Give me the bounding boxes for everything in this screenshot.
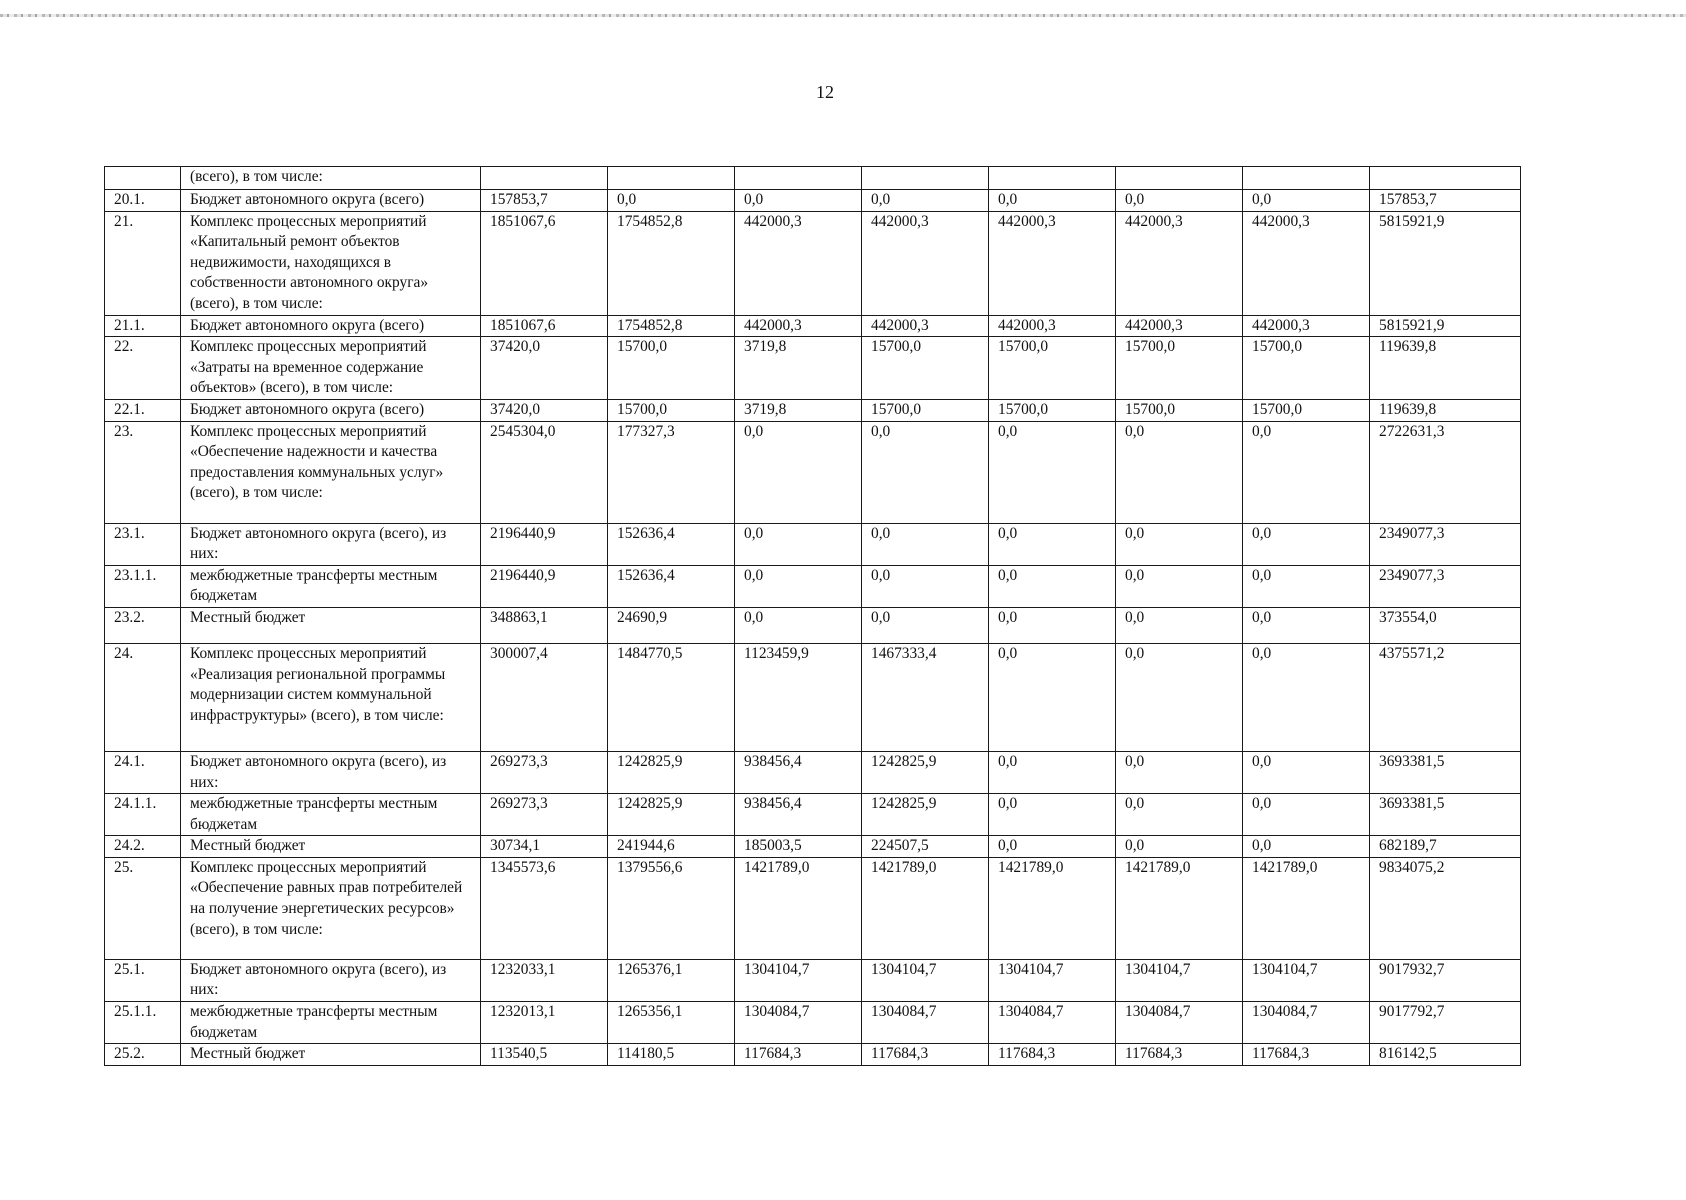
- value-cell: 185003,5: [735, 836, 862, 858]
- value-cell: 1265356,1: [608, 1002, 735, 1044]
- row-number-cell: 22.1.: [105, 399, 181, 421]
- value-cell: 0,0: [1243, 836, 1370, 858]
- budget-table-body: [105, 167, 1521, 1066]
- value-cell: 241944,6: [608, 836, 735, 858]
- page-number: 12: [816, 82, 834, 102]
- value-cell: 0,0: [862, 607, 989, 643]
- table-row: [105, 1044, 1521, 1066]
- value-cell: 1379556,6: [608, 857, 735, 959]
- table-row: [105, 1002, 1521, 1044]
- value-cell: 1484770,5: [608, 643, 735, 751]
- value-cell: 442000,3: [735, 315, 862, 337]
- total-cell: 2349077,3: [1370, 565, 1521, 607]
- value-cell: 442000,3: [862, 211, 989, 315]
- row-name-cell: Местный бюджет: [181, 1044, 481, 1066]
- value-cell: 0,0: [862, 565, 989, 607]
- row-name-cell: Бюджет автономного округа (всего), из них:: [181, 523, 481, 565]
- total-cell: 2722631,3: [1370, 421, 1521, 523]
- value-cell: 24690,9: [608, 607, 735, 643]
- value-cell: 0,0: [862, 421, 989, 523]
- row-name-cell: Комплекс процессных мероприятий «Затраты на временное содержание объектов» (всего), в том числе:: [181, 337, 481, 400]
- value-cell: 0,0: [1243, 794, 1370, 836]
- row-name-cell: Местный бюджет: [181, 607, 481, 643]
- table-row: [105, 337, 1521, 400]
- total-cell: 5815921,9: [1370, 315, 1521, 337]
- table-row: [105, 399, 1521, 421]
- row-number-cell: [105, 167, 181, 190]
- value-cell: 0,0: [1116, 794, 1243, 836]
- value-cell: 269273,3: [481, 751, 608, 793]
- value-cell: 0,0: [735, 607, 862, 643]
- row-number-cell: 25.1.1.: [105, 1002, 181, 1044]
- row-number-cell: 21.: [105, 211, 181, 315]
- value-cell: 1304084,7: [862, 1002, 989, 1044]
- value-cell: 0,0: [1116, 607, 1243, 643]
- table-row: [105, 794, 1521, 836]
- value-cell: 300007,4: [481, 643, 608, 751]
- row-name-cell: Бюджет автономного округа (всего): [181, 190, 481, 212]
- value-cell: 0,0: [989, 607, 1116, 643]
- value-cell: 0,0: [1243, 190, 1370, 212]
- value-cell: 15700,0: [862, 337, 989, 400]
- value-cell: [989, 167, 1116, 190]
- value-cell: 0,0: [735, 523, 862, 565]
- value-cell: 1467333,4: [862, 643, 989, 751]
- total-cell: 119639,8: [1370, 337, 1521, 400]
- value-cell: 152636,4: [608, 523, 735, 565]
- total-cell: 373554,0: [1370, 607, 1521, 643]
- table-row: [105, 523, 1521, 565]
- value-cell: 0,0: [1243, 643, 1370, 751]
- value-cell: 938456,4: [735, 794, 862, 836]
- value-cell: 0,0: [989, 643, 1116, 751]
- value-cell: 0,0: [1116, 190, 1243, 212]
- total-cell: 3693381,5: [1370, 751, 1521, 793]
- value-cell: [862, 167, 989, 190]
- row-number-cell: 22.: [105, 337, 181, 400]
- value-cell: [1116, 167, 1243, 190]
- row-name-cell: Бюджет автономного округа (всего), из них:: [181, 959, 481, 1001]
- value-cell: 0,0: [1116, 643, 1243, 751]
- value-cell: 1754852,8: [608, 315, 735, 337]
- value-cell: 117684,3: [862, 1044, 989, 1066]
- table-row: [105, 643, 1521, 751]
- row-number-cell: 24.1.1.: [105, 794, 181, 836]
- value-cell: 348863,1: [481, 607, 608, 643]
- value-cell: 1304104,7: [735, 959, 862, 1001]
- value-cell: 269273,3: [481, 794, 608, 836]
- value-cell: 0,0: [862, 523, 989, 565]
- value-cell: 1851067,6: [481, 315, 608, 337]
- value-cell: 15700,0: [989, 399, 1116, 421]
- total-cell: 3693381,5: [1370, 794, 1521, 836]
- row-number-cell: 23.1.: [105, 523, 181, 565]
- value-cell: 15700,0: [989, 337, 1116, 400]
- value-cell: 1421789,0: [862, 857, 989, 959]
- total-cell: 157853,7: [1370, 190, 1521, 212]
- row-number-cell: 24.2.: [105, 836, 181, 858]
- value-cell: 1123459,9: [735, 643, 862, 751]
- table-row: [105, 211, 1521, 315]
- value-cell: 1232033,1: [481, 959, 608, 1001]
- value-cell: 117684,3: [735, 1044, 862, 1066]
- value-cell: 3719,8: [735, 399, 862, 421]
- value-cell: 113540,5: [481, 1044, 608, 1066]
- value-cell: 0,0: [1116, 836, 1243, 858]
- value-cell: [735, 167, 862, 190]
- value-cell: 0,0: [735, 565, 862, 607]
- value-cell: 442000,3: [1116, 315, 1243, 337]
- row-name-cell: межбюджетные трансферты местным бюджетам: [181, 794, 481, 836]
- value-cell: 15700,0: [608, 399, 735, 421]
- value-cell: 2545304,0: [481, 421, 608, 523]
- value-cell: 1421789,0: [989, 857, 1116, 959]
- row-name-cell: Комплекс процессных мероприятий «Обеспечение надежности и качества предоставления коммунальных услуг» (всего), в том числе:: [181, 421, 481, 523]
- total-cell: 119639,8: [1370, 399, 1521, 421]
- value-cell: 15700,0: [1243, 337, 1370, 400]
- total-cell: 682189,7: [1370, 836, 1521, 858]
- value-cell: 177327,3: [608, 421, 735, 523]
- value-cell: 0,0: [989, 190, 1116, 212]
- value-cell: 0,0: [989, 421, 1116, 523]
- value-cell: 1232013,1: [481, 1002, 608, 1044]
- value-cell: 442000,3: [989, 315, 1116, 337]
- value-cell: 15700,0: [1116, 399, 1243, 421]
- value-cell: 442000,3: [862, 315, 989, 337]
- value-cell: 1304104,7: [862, 959, 989, 1001]
- value-cell: 1242825,9: [608, 751, 735, 793]
- value-cell: 2196440,9: [481, 523, 608, 565]
- total-cell: 9017792,7: [1370, 1002, 1521, 1044]
- total-cell: 2349077,3: [1370, 523, 1521, 565]
- total-cell: 5815921,9: [1370, 211, 1521, 315]
- value-cell: 1304084,7: [1243, 1002, 1370, 1044]
- row-number-cell: 21.1.: [105, 315, 181, 337]
- row-number-cell: 23.: [105, 421, 181, 523]
- table-row: [105, 190, 1521, 212]
- value-cell: 1754852,8: [608, 211, 735, 315]
- value-cell: 0,0: [989, 836, 1116, 858]
- value-cell: 1345573,6: [481, 857, 608, 959]
- row-number-cell: 23.2.: [105, 607, 181, 643]
- row-number-cell: 25.: [105, 857, 181, 959]
- value-cell: 15700,0: [862, 399, 989, 421]
- total-cell: 9834075,2: [1370, 857, 1521, 959]
- value-cell: [481, 167, 608, 190]
- budget-table: [104, 166, 1521, 1066]
- table-row: [105, 421, 1521, 523]
- value-cell: 0,0: [1116, 421, 1243, 523]
- value-cell: 1242825,9: [862, 751, 989, 793]
- value-cell: 117684,3: [1243, 1044, 1370, 1066]
- value-cell: 1421789,0: [1243, 857, 1370, 959]
- value-cell: 0,0: [1243, 751, 1370, 793]
- row-name-cell: Бюджет автономного округа (всего): [181, 399, 481, 421]
- value-cell: 0,0: [1116, 751, 1243, 793]
- value-cell: 1304104,7: [1116, 959, 1243, 1001]
- value-cell: 1304084,7: [1116, 1002, 1243, 1044]
- table-row: [105, 315, 1521, 337]
- value-cell: 1304104,7: [989, 959, 1116, 1001]
- value-cell: 3719,8: [735, 337, 862, 400]
- total-cell: 9017932,7: [1370, 959, 1521, 1001]
- value-cell: 442000,3: [989, 211, 1116, 315]
- table-row: [105, 836, 1521, 858]
- row-number-cell: 24.: [105, 643, 181, 751]
- row-name-cell: Местный бюджет: [181, 836, 481, 858]
- value-cell: 0,0: [1243, 607, 1370, 643]
- value-cell: 30734,1: [481, 836, 608, 858]
- value-cell: 0,0: [1116, 565, 1243, 607]
- table-row: [105, 751, 1521, 793]
- row-number-cell: 25.2.: [105, 1044, 181, 1066]
- row-name-cell: Комплекс процессных мероприятий «Реализация региональной программы модернизации систем коммунальной инфраструктуры» (всего), в том числе:: [181, 643, 481, 751]
- row-name-cell: Бюджет автономного округа (всего): [181, 315, 481, 337]
- value-cell: 152636,4: [608, 565, 735, 607]
- value-cell: 442000,3: [1243, 211, 1370, 315]
- value-cell: 442000,3: [1116, 211, 1243, 315]
- row-number-cell: 20.1.: [105, 190, 181, 212]
- value-cell: 157853,7: [481, 190, 608, 212]
- row-number-cell: 23.1.1.: [105, 565, 181, 607]
- value-cell: 1304084,7: [735, 1002, 862, 1044]
- table-row: [105, 565, 1521, 607]
- value-cell: 1242825,9: [862, 794, 989, 836]
- total-cell: 4375571,2: [1370, 643, 1521, 751]
- value-cell: 442000,3: [1243, 315, 1370, 337]
- row-name-cell: Комплекс процессных мероприятий «Обеспечение равных прав потребителей на получение энергетических ресурсов» (всего), в том числе:: [181, 857, 481, 959]
- table-row: [105, 607, 1521, 643]
- row-name-cell: Комплекс процессных мероприятий «Капитальный ремонт объектов недвижимости, находящихся в собственности автономного округа» (всего), в том числе:: [181, 211, 481, 315]
- value-cell: 938456,4: [735, 751, 862, 793]
- value-cell: 0,0: [989, 523, 1116, 565]
- value-cell: 1421789,0: [1116, 857, 1243, 959]
- value-cell: 114180,5: [608, 1044, 735, 1066]
- value-cell: 15700,0: [1116, 337, 1243, 400]
- row-number-cell: 25.1.: [105, 959, 181, 1001]
- value-cell: 2196440,9: [481, 565, 608, 607]
- value-cell: 0,0: [608, 190, 735, 212]
- value-cell: 1304104,7: [1243, 959, 1370, 1001]
- scan-edge-artifact: [0, 14, 1686, 17]
- value-cell: 1242825,9: [608, 794, 735, 836]
- value-cell: 15700,0: [1243, 399, 1370, 421]
- value-cell: 0,0: [1243, 523, 1370, 565]
- value-cell: [1243, 167, 1370, 190]
- total-cell: [1370, 167, 1521, 190]
- table-row: [105, 167, 1521, 190]
- value-cell: 1304084,7: [989, 1002, 1116, 1044]
- value-cell: 0,0: [735, 190, 862, 212]
- value-cell: 0,0: [989, 794, 1116, 836]
- value-cell: 224507,5: [862, 836, 989, 858]
- row-name-cell: Бюджет автономного округа (всего), из них:: [181, 751, 481, 793]
- value-cell: 0,0: [1243, 565, 1370, 607]
- value-cell: [608, 167, 735, 190]
- table-row: [105, 959, 1521, 1001]
- value-cell: 15700,0: [608, 337, 735, 400]
- value-cell: 442000,3: [735, 211, 862, 315]
- value-cell: 1851067,6: [481, 211, 608, 315]
- value-cell: 1265376,1: [608, 959, 735, 1001]
- row-number-cell: 24.1.: [105, 751, 181, 793]
- value-cell: 0,0: [862, 190, 989, 212]
- total-cell: 816142,5: [1370, 1044, 1521, 1066]
- table-row: [105, 857, 1521, 959]
- value-cell: 0,0: [989, 565, 1116, 607]
- value-cell: 37420,0: [481, 399, 608, 421]
- value-cell: 37420,0: [481, 337, 608, 400]
- value-cell: 0,0: [735, 421, 862, 523]
- value-cell: 0,0: [989, 751, 1116, 793]
- row-name-cell: (всего), в том числе:: [181, 167, 481, 190]
- value-cell: 1421789,0: [735, 857, 862, 959]
- value-cell: 117684,3: [1116, 1044, 1243, 1066]
- row-name-cell: межбюджетные трансферты местным бюджетам: [181, 1002, 481, 1044]
- value-cell: 117684,3: [989, 1044, 1116, 1066]
- value-cell: 0,0: [1243, 421, 1370, 523]
- row-name-cell: межбюджетные трансферты местным бюджетам: [181, 565, 481, 607]
- value-cell: 0,0: [1116, 523, 1243, 565]
